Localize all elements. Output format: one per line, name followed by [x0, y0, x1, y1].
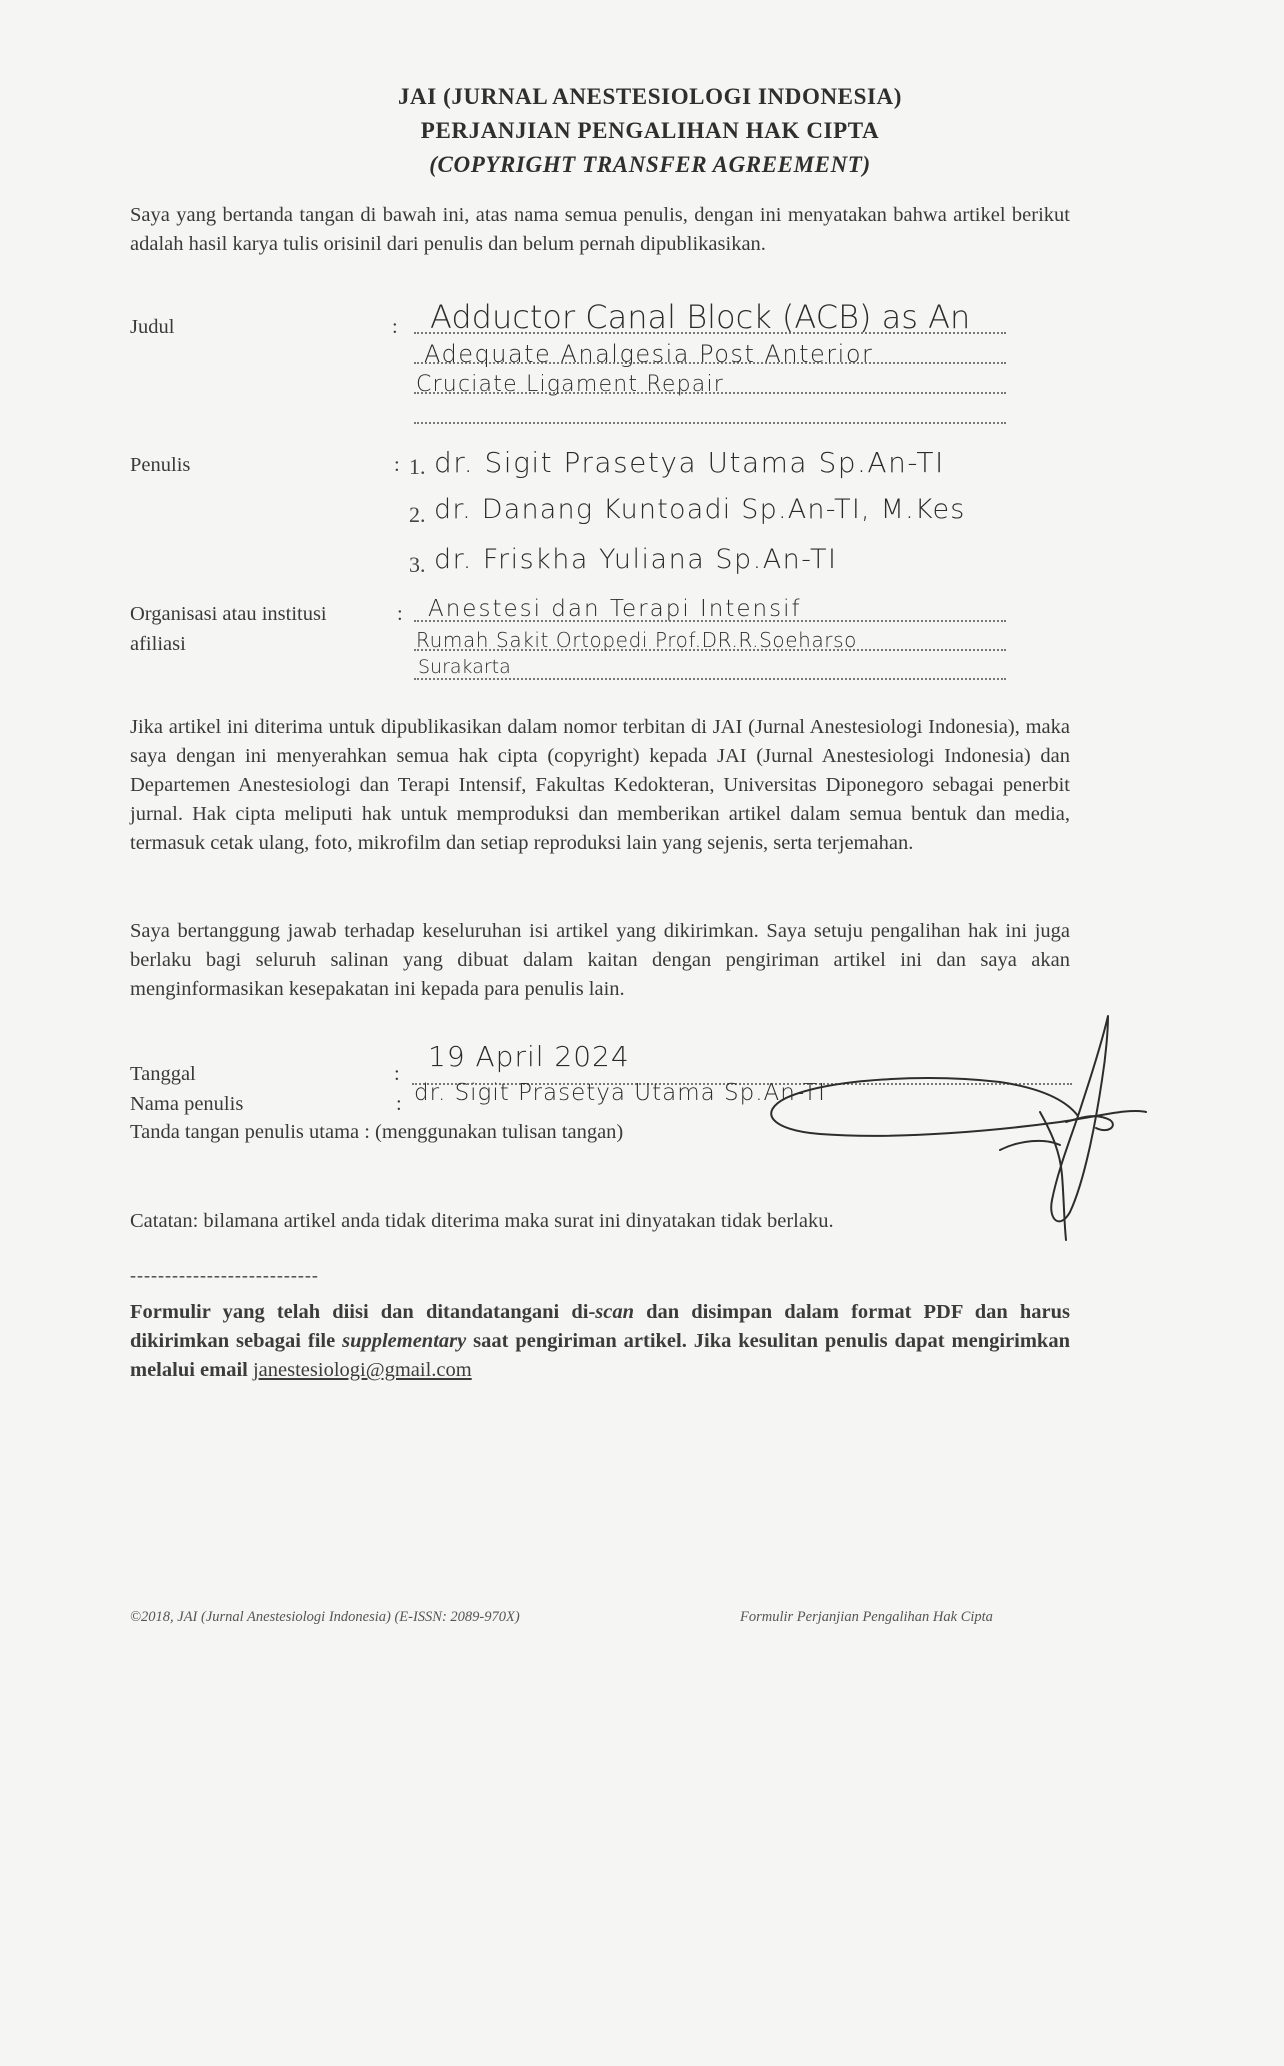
note-part-2: dan disimpan dalam format PDF dan harus dikirimkan sebagai file	[130, 1301, 1070, 1352]
footer-copyright: ©2018, JAI (Jurnal Anestesiologi Indonesia) (E-ISSN: 2089-970X)	[130, 1609, 520, 1625]
journal-title: JAI (JURNAL ANESTESIOLOGI INDONESIA)	[397, 84, 903, 109]
agreement-title: PERJANJIAN PENGALIHAN HAK CIPTA	[420, 118, 880, 143]
copyright-paragraph: Jika artikel ini diterima untuk dipublikasikan dalam nomor terbitan di JAI (Jurnal Anestesiologi Indonesia), maka saya dengan ini menyerahkan semua hak cipta (copyright) kepada JAI (Jurnal Anestesiologi Indonesia) dan Departemen Anestesiologi dan Terapi Intensif, Fakultas Kedokteran, Universitas Diponegoro sebagai penerbit jurnal. Hak cipta meliputi hak untuk memproduksi dan memberikan artikel dalam semua bentuk dan media, termasuk cetak ulang, foto, mikrofilm dan setiap reproduksi lain yang sejenis, serta terjemahan.	[130, 716, 1070, 854]
separator-dashes: ---------------------------	[130, 1265, 319, 1285]
agreement-subtitle: (COPYRIGHT TRANSFER AGREEMENT)	[429, 152, 871, 177]
catatan-text: Catatan: bilamana artikel anda tidak diterima maka surat ini dinyatakan tidak berlaku.	[130, 1210, 834, 1232]
penulis-number-2: 2.	[409, 502, 426, 527]
organisasi-handwritten-1: Anestesi dan Terapi Intensif	[428, 596, 802, 622]
intro-paragraph: Saya yang bertanda tangan di bawah ini, atas nama semua penulis, dengan ini menyatakan bahwa artikel berikut adalah hasil karya tulis orisinil dari penulis dan belum pernah dipublikasikan.	[130, 204, 1070, 255]
note-part-1: Formulir yang telah diisi dan ditandatangani di-	[130, 1301, 596, 1323]
penulis-handwritten-3: dr. Friskha Yuliana Sp.An-TI	[434, 544, 838, 575]
penulis-number-1: 1.	[409, 454, 426, 479]
note-supplementary: supplementary	[342, 1330, 467, 1352]
note-part-3: saat pengiriman artikel. Jika kesulitan penulis dapat mengirimkan melalui email	[130, 1330, 1070, 1381]
note-scan: scan	[595, 1301, 635, 1323]
footer-form-name: Formulir Perjanjian Pengalihan Hak Cipta	[740, 1609, 993, 1625]
nama-label: Nama penulis	[130, 1093, 244, 1115]
tanggal-handwritten: 19 April 2024	[428, 1040, 630, 1073]
judul-handwritten-3: Cruciate Ligament Repair	[416, 372, 725, 397]
judul-handwritten-1: Adductor Canal Block (ACB) as An	[430, 298, 971, 336]
ttd-label: Tanda tangan penulis utama : (menggunakan tulisan tangan)	[130, 1121, 624, 1143]
tanggal-colon: :	[394, 1063, 400, 1085]
penulis-number-3: 3.	[409, 552, 426, 577]
judul-colon: :	[392, 316, 398, 338]
penulis-colon: :	[394, 454, 400, 476]
judul-handwritten-2: Adequate Analgesia Post Anterior	[424, 340, 874, 368]
organisasi-handwritten-2: Rumah Sakit Ortopedi Prof.DR.R.Soeharso	[416, 628, 857, 652]
organisasi-colon: :	[397, 603, 403, 625]
judul-label: Judul	[130, 316, 175, 338]
responsibility-paragraph: Saya bertanggung jawab terhadap keseluruhan isi artikel yang dikirimkan. Saya setuju pengalihan hak ini juga berlaku bagi seluruh salinan yang dibuat dalam kaitan dengan pengiriman artikel ini dan saya akan menginformasikan kesepakatan ini kepada para penulis lain.	[130, 920, 1070, 1000]
organisasi-label-2: afiliasi	[130, 633, 186, 655]
nama-colon: :	[396, 1093, 402, 1115]
penulis-handwritten-1: dr. Sigit Prasetya Utama Sp.An-TI	[434, 446, 945, 479]
penulis-label: Penulis	[130, 454, 191, 476]
organisasi-label-1: Organisasi atau institusi	[130, 603, 327, 625]
organisasi-handwritten-3: Surakarta	[418, 656, 511, 678]
submission-note	[130, 1298, 1070, 1385]
tanggal-label: Tanggal	[130, 1063, 196, 1085]
penulis-handwritten-2: dr. Danang Kuntoadi Sp.An-TI, M.Kes	[434, 494, 966, 525]
nama-handwritten: dr. Sigit Prasetya Utama Sp.An-TI	[414, 1080, 826, 1106]
email-link[interactable]: janestesiologi@gmail.com	[252, 1359, 472, 1381]
